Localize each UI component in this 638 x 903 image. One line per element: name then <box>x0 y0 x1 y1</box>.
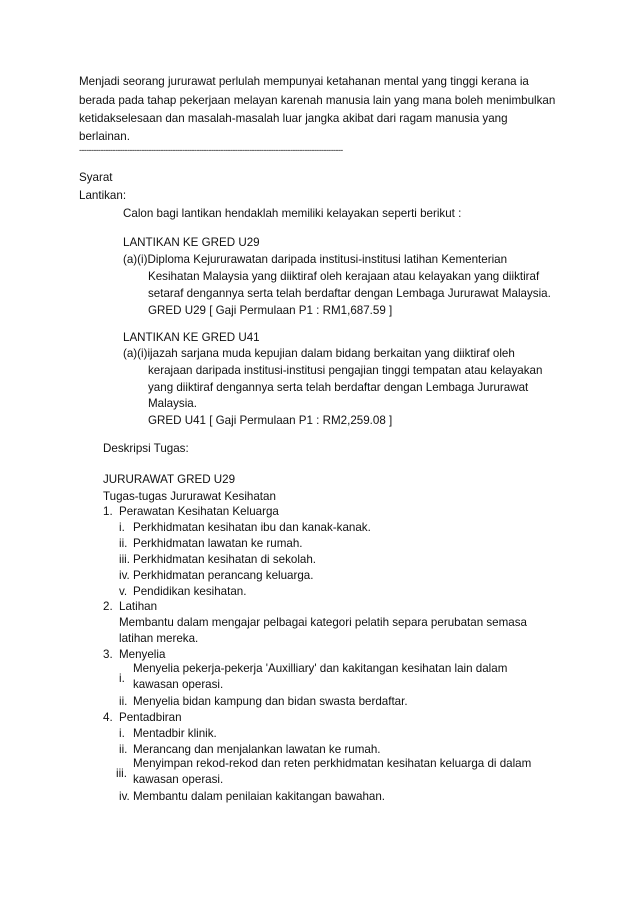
section-number: 1. <box>103 505 113 518</box>
lantikan-heading: Lantikan: <box>79 189 127 202</box>
item-number: iii. <box>119 553 130 566</box>
list-item: Pendidikan kesihatan. <box>133 585 247 598</box>
item-number: ii. <box>119 695 128 708</box>
section-paragraph: latihan mereka. <box>119 632 199 645</box>
deskripsi-heading: Deskripsi Tugas: <box>103 442 189 455</box>
item-number: i. <box>119 672 125 685</box>
section-title: Latihan <box>119 600 158 613</box>
intro-line: berlainan. <box>79 130 130 143</box>
item-number: iii. <box>116 767 127 780</box>
intro-line: ketidakselesaan dan masalah-masalah luar jangka akibat dari ragam manusia yang <box>79 112 508 125</box>
u41-line: (a)(i)ijazah sarjana muda kepujian dalam bidang berkaitan yang diiktiraf oleh <box>123 347 515 360</box>
u41-title: LANTIKAN KE GRED U41 <box>123 331 260 344</box>
tugas-subheading: Tugas-tugas Jururawat Kesihatan <box>103 490 276 503</box>
list-item: Membantu dalam penilaian kakitangan bawahan. <box>133 790 386 803</box>
list-item: Perkhidmatan kesihatan ibu dan kanak-kanak. <box>133 521 371 534</box>
divider: -------------------------------------------------------------------------------------------------------------- <box>79 145 343 155</box>
item-number: iv. <box>119 569 130 582</box>
u29-title: LANTIKAN KE GRED U29 <box>123 236 260 249</box>
item-number: i. <box>119 521 125 534</box>
item-number: i. <box>119 727 125 740</box>
u29-line: (a)(i)Diploma Kejururawatan daripada institusi-institusi latihan Kementerian <box>123 253 508 266</box>
syarat-heading: Syarat <box>79 171 113 184</box>
u41-line: yang diiktiraf dengannya serta telah berdaftar dengan Lembaga Jururawat <box>148 381 529 394</box>
list-item: Perkhidmatan lawatan ke rumah. <box>133 537 303 550</box>
intro-line: berada pada tahap pekerjaan melayan karenah manusia lain yang mana boleh menimbulkan <box>79 94 556 107</box>
u29-line: setaraf dengannya serta telah berdaftar dengan Lembaga Jururawat Malaysia. <box>148 287 551 300</box>
list-item: Menyimpan rekod-rekod dan reten perkhidmatan kesihatan keluarga di dalam <box>133 757 532 770</box>
grade-title: JURURAWAT GRED U29 <box>103 473 236 486</box>
item-number: iv. <box>119 790 130 803</box>
u41-salary: GRED U41 [ Gaji Permulaan P1 : RM2,259.08 ] <box>148 414 393 427</box>
item-number: ii. <box>119 743 128 756</box>
section-number: 2. <box>103 600 113 613</box>
u29-salary: GRED U29 [ Gaji Permulaan P1 : RM1,687.59 ] <box>148 304 393 317</box>
section-title: Menyelia <box>119 648 166 661</box>
list-item: Menyelia pekerja-pekerja 'Auxilliary' dan kakitangan kesihatan lain dalam <box>133 662 508 675</box>
list-item: Mentadbir klinik. <box>133 727 217 740</box>
list-item: Merancang dan menjalankan lawatan ke rumah. <box>133 743 381 756</box>
item-number: v. <box>119 585 128 598</box>
section-number: 3. <box>103 648 113 661</box>
list-item: kawasan operasi. <box>133 773 224 786</box>
section-title: Pentadbiran <box>119 711 182 724</box>
intro-line: Menjadi seorang jururawat perlulah mempunyai ketahanan mental yang tinggi kerana ia <box>79 75 529 88</box>
u29-line: Kesihatan Malaysia yang diiktiraf oleh kerajaan atau kelayakan yang diiktiraf <box>148 270 540 283</box>
u41-line: Malaysia. <box>148 397 197 410</box>
syarat-intro: Calon bagi lantikan hendaklah memiliki kelayakan seperti berikut : <box>123 207 462 220</box>
list-item: Menyelia bidan kampung dan bidan swasta berdaftar. <box>133 695 408 708</box>
item-number: ii. <box>119 537 128 550</box>
list-item: kawasan operasi. <box>133 678 224 691</box>
list-item: Perkhidmatan perancang keluarga. <box>133 569 314 582</box>
u41-line: kerajaan daripada institusi-institusi pengajian tinggi tempatan atau kelayakan <box>148 364 543 377</box>
section-paragraph: Membantu dalam mengajar pelbagai kategori pelatih separa perubatan semasa <box>119 616 527 629</box>
section-title: Perawatan Kesihatan Keluarga <box>119 505 279 518</box>
section-number: 4. <box>103 711 113 724</box>
list-item: Perkhidmatan kesihatan di sekolah. <box>133 553 317 566</box>
